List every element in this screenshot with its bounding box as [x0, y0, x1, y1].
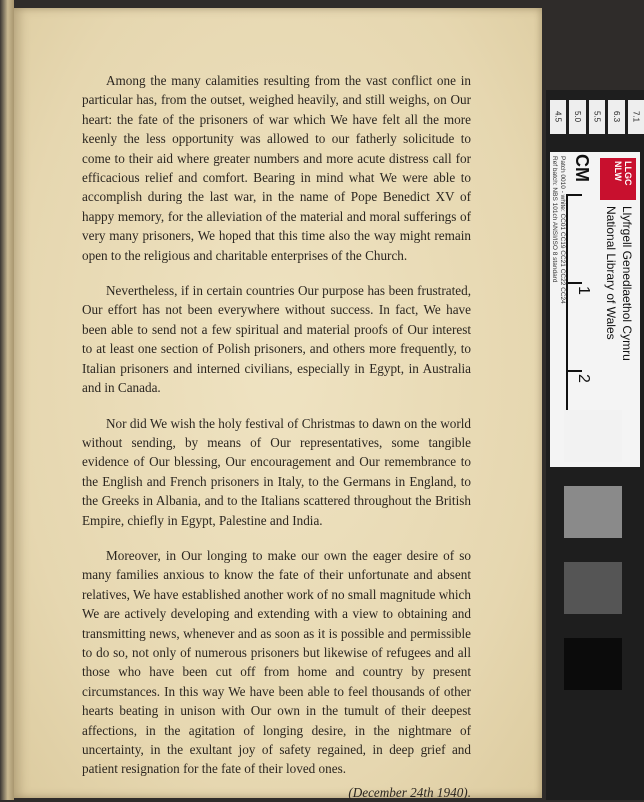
library-logo: LLGC NLW	[600, 158, 636, 200]
white-patch	[564, 410, 622, 462]
document-date: (December 24th 1940).	[348, 784, 471, 800]
ruler-number-2: 2	[575, 374, 592, 383]
light-gray-patch	[564, 486, 622, 538]
library-name-english: National Library of Wales	[604, 206, 618, 340]
codes-line-1: Patch 0010 - white: CC01 CC19 CC21 CC22 CC24	[559, 156, 566, 304]
paragraph-4: Moreover, in Our longing to make our own the eager desire of so many families anxious to know the fate of their unfortunate and absent relatives, We have established another work of no small magnitude which We are actively developing and extending with a view to obtaining and transmitting news, whenever and as soon as it is possible and permissible to do so, not only of numerous prisoners but likewise of refugees and all those who have been cut off from home and country by present circumstances. In this way We have been able to feel thousands of other hearts beating in unison with Our own in the tumult of their deepest affections, in the agitation of longing desire, in the nightmare of uncertainty, in the exultant joy of safety regained, in deep grief and patient resignation for the fate of their loved ones.	[82, 547, 471, 777]
dark-gray-patch	[564, 562, 622, 614]
scale-step-3: 5.5	[589, 100, 605, 134]
scale-step-4: 6.3	[608, 100, 624, 134]
library-name-welsh: Llyfrgell Genedlaethol Cymru	[620, 206, 634, 361]
ruler-tick	[568, 282, 582, 284]
ruler-tick	[568, 370, 582, 372]
document-page	[14, 8, 542, 798]
codes-line-2: Ref batch: NBS 101ch ANSI/ISO 8 standard	[551, 156, 558, 283]
density-scale	[546, 100, 644, 134]
document-body	[82, 71, 471, 802]
paragraph-2: Nevertheless, if in certain countries Our purpose has been frustrated, Our effort has not been everywhere without success. In fact, We have been able to send not a few spiritual and material proofs of Our interest to at least one section of Polish prisoners, and others more frequently, to Italian prisoners and interned civilians, especially in Egypt, in Australia and in Canada.	[82, 283, 471, 396]
black-patch	[564, 638, 622, 690]
scale-step-5: 7.1	[628, 100, 644, 134]
scale-step-2: 5.0	[569, 100, 585, 134]
paragraph-3: Nor did We wish the holy festival of Christmas to dawn on the world without sending, by means of Our representatives, some tangible evidence of Our blessing, Our encouragement and Our remembrance to the English and French prisoners in Italy, to the Germans in England, to the Greeks in Albania, and to the Italians scattered throughout the British Empire, chiefly in Egypt, Palestine and India.	[82, 415, 471, 528]
ruler-number-1: 1	[575, 286, 592, 295]
ruler-tick	[568, 194, 582, 196]
color-calibration-card	[546, 90, 644, 800]
previous-page-edge	[0, 0, 14, 800]
ruler-unit: CM	[572, 154, 592, 182]
paragraph-1: Among the many calamities resulting from the vast conflict one in particular has, from the outset, weighed heavily, and still weighs, on Our heart: the fate of the prisoners of war which We have felt all the more keenly the less opportunity was allowed to our fatherly solicitude to come to their aid where greater numbers and more acute distress call for efficacious relief and comfort. Bearing in mind what We were able to accomplish during the last war, in the name of Pope Benedict XV of happy memory, for the alleviation of the material and moral sufferings of very many prisoners, We hoped that this time also the way might remain open to the religious and charitable enterprises of the Church.	[82, 73, 471, 263]
scale-step-1: 4.5	[550, 100, 566, 134]
